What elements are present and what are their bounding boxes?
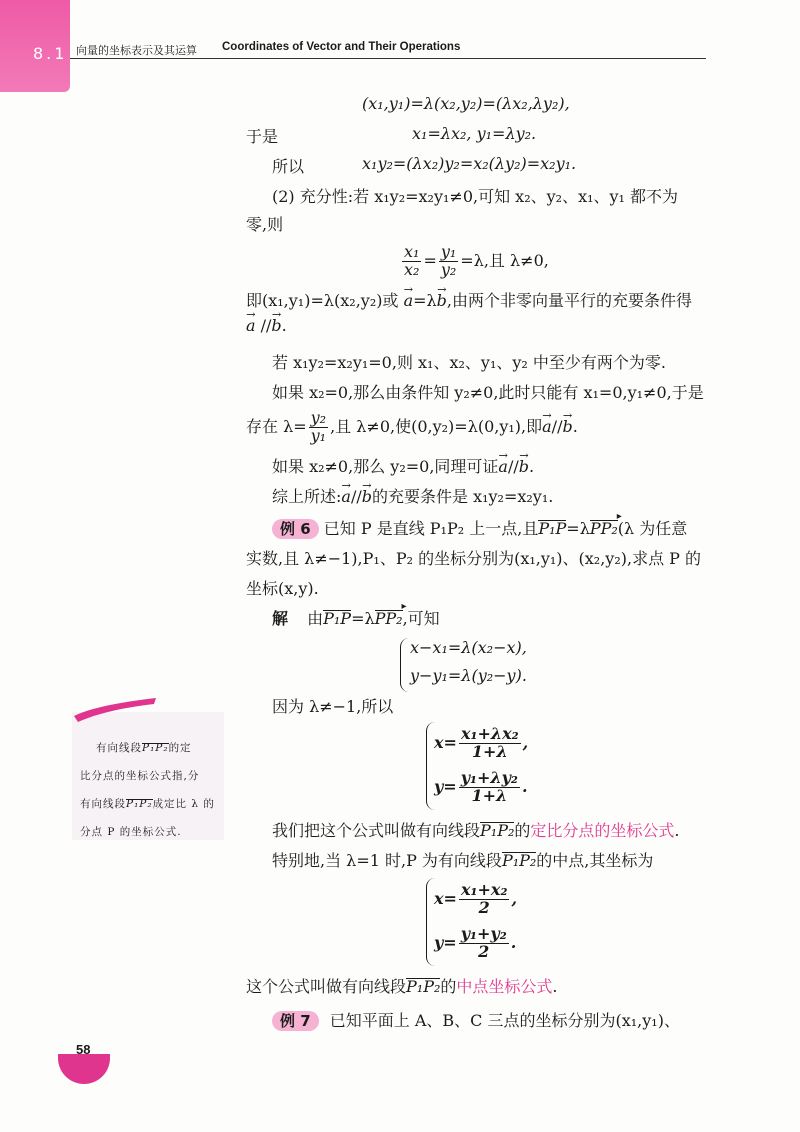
example-6-line-3: 坐标(x,y). — [246, 579, 319, 598]
x-eq: x= — [434, 888, 457, 908]
example-6-line-1 — [272, 516, 687, 539]
sidebar-l3a: 有向线段 — [80, 798, 126, 810]
vector-pp2: PP₂ ▸ — [590, 519, 618, 538]
example-7-line — [272, 1008, 680, 1031]
line-2-eq: x₁=λx₂, y₁=λy₂. — [412, 124, 537, 143]
page-number-tab — [58, 1054, 110, 1084]
line-2-lead: 于是 — [246, 127, 279, 146]
lambda-den: y₁ — [310, 425, 327, 445]
frac-y-num: y₁ — [440, 242, 457, 261]
vector-a: → a — [341, 487, 351, 506]
vector-b: → b — [519, 457, 529, 476]
solution-tail: ,可知 — [402, 609, 440, 628]
sidebar-line-3 — [80, 796, 215, 811]
sidebar-line-4: 分点 P 的坐标公式. — [80, 826, 182, 838]
y-eq: y= — [434, 932, 457, 952]
lambda-num: y₂ — [310, 408, 327, 427]
example-6-badge: 例 6 — [272, 519, 319, 539]
vector-p1p: P₁P — [323, 609, 352, 628]
vector-a: → a — [542, 417, 552, 436]
x-num: x₁+λx₂ — [460, 724, 519, 743]
line-7-tail: ,由两个非零向量平行的充要条件得 — [446, 291, 693, 310]
example-7-badge: 例 7 — [272, 1011, 319, 1031]
formula-line — [272, 818, 680, 841]
ratio-equation: $\frac{\text{x₁}}{\text{x₂}}$ = $\frac{\text{y₁}}{\text{y₂}}$ =λ,且 λ≠0, — [404, 242, 549, 279]
x-den: 1+λ — [471, 741, 508, 761]
line-13-tail: 的充要条件是 x₁y₂=x₂y₁. — [371, 487, 554, 506]
line-3-lead: 所以 — [272, 157, 305, 176]
parallel-sign: // — [350, 487, 362, 506]
period: . — [529, 457, 535, 476]
system-1-brace — [400, 638, 409, 692]
eq-lambda: =λ — [413, 291, 437, 310]
line-11 — [246, 410, 578, 445]
parallel-sign: // — [260, 316, 272, 335]
line-12 — [272, 454, 534, 477]
vector-b: → b — [437, 291, 447, 310]
example-6-line-2: 实数,且 λ≠−1),P₁、P₂ 的坐标分别为(x₁,y₁)、(x₂,y₂),求点 P 的 — [246, 549, 702, 568]
because-line: 因为 λ≠−1,所以 — [272, 697, 394, 716]
example-6-text-b: (λ 为任意 — [617, 519, 688, 538]
header-title-en: Coordinates of Vector and Their Operations — [222, 41, 461, 53]
sidebar-line-1 — [96, 740, 192, 755]
line-8 — [246, 316, 287, 335]
vector-a: → a — [498, 457, 508, 476]
x-mid-den: 2 — [478, 897, 490, 917]
line-7-text: 即(x₁,y₁)=λ(x₂,y₂)或 — [246, 291, 399, 310]
sidebar-l3b: 成定比 λ 的 — [152, 798, 215, 810]
y-mid-num: y₁+y₂ — [460, 924, 507, 943]
example-7-text: 已知平面上 A、B、C 三点的坐标分别为(x₁,y₁)、 — [329, 1011, 680, 1030]
special-line — [272, 848, 653, 871]
sidebar-l1a: 有向线段 — [96, 742, 142, 754]
formula-mid: 的 — [514, 821, 531, 840]
period: . — [510, 932, 517, 952]
period: . — [552, 977, 558, 996]
header-rule — [70, 58, 706, 59]
line-3-eq: x₁y₂=(λx₂)y₂=x₂(λy₂)=x₂y₁. — [362, 154, 577, 173]
solution-label: 解 — [272, 609, 289, 628]
vector-pp2: PP₂ ▸ — [375, 609, 403, 628]
line-13 — [272, 484, 553, 507]
vector-b: → b — [562, 417, 572, 436]
x-mid-num: x₁+x₂ — [460, 880, 508, 899]
comma: , — [511, 888, 518, 908]
term-section-formula: 定比分点的坐标公式 — [530, 821, 675, 840]
system-3-x — [434, 882, 517, 917]
mid-lead: 这个公式叫做有向线段 — [246, 977, 407, 996]
sidebar-line-2: 比分点的坐标公式指,分 — [80, 770, 200, 782]
period: . — [572, 416, 578, 436]
line-11-tail: ,且 λ≠0,使(0,y₂)=λ(0,y₁),即 — [330, 416, 543, 436]
segment-p1p2: P₁P₂ — [126, 798, 153, 810]
line-13-lead: 综上所述: — [272, 487, 342, 506]
y-mid-den: 2 — [478, 941, 490, 961]
period: . — [281, 316, 287, 335]
segment-p1p2: P₁P₂ — [501, 851, 537, 870]
sidebar-brush-mark — [70, 694, 160, 724]
vector-a: → a — [404, 291, 414, 310]
eq-lambda: =λ — [351, 609, 375, 628]
frac-y-den: y₂ — [440, 259, 457, 279]
system-1-eq-1: x−x₁=λ(x₂−x), — [410, 638, 527, 657]
formula-lead: 我们把这个公式叫做有向线段 — [272, 821, 481, 840]
section-number: 8.1 — [33, 44, 68, 63]
y-num: y₁+λy₂ — [460, 768, 518, 787]
vector-p1p: P₁P — [538, 519, 567, 538]
line-11-lead: 存在 λ= — [246, 416, 307, 436]
midpoint-line — [246, 974, 558, 997]
solution-lead: 由 — [307, 609, 324, 628]
line-5: 零,则 — [246, 215, 284, 234]
frac-x-den: x₂ — [404, 259, 420, 279]
line-4: (2) 充分性:若 x₁y₂=x₂y₁≠0,可知 x₂、y₂、x₁、y₁ 都不为 — [272, 187, 679, 206]
segment-p1p2: P₁P₂ — [480, 821, 515, 840]
segment-p1p2: P₁P₂ — [406, 977, 441, 996]
parallel-sign: // — [507, 457, 519, 476]
mid-mid: 的 — [440, 977, 457, 996]
term-midpoint-formula: 中点坐标公式 — [456, 977, 553, 996]
vector-b: → b — [362, 487, 372, 506]
ratio-rest: =λ,且 λ≠0, — [460, 250, 549, 270]
vector-b: → b — [271, 316, 281, 335]
line-9: 若 x₁y₂=x₂y₁=0,则 x₁、x₂、y₁、y₂ 中至少有两个为零. — [272, 353, 666, 372]
segment-p1p2: P₁P₂ — [142, 742, 169, 754]
system-2-x — [434, 726, 528, 761]
system-1-eq-2: y−y₁=λ(y₂−y). — [410, 666, 527, 685]
y-eq: y= — [434, 776, 457, 796]
page-number: 58 — [76, 1042, 91, 1057]
sidebar-l1b: 的定 — [168, 742, 192, 754]
system-2-y — [434, 770, 528, 805]
line-12-text: 如果 x₂≠0,那么 y₂=0,同理可证 — [272, 457, 499, 476]
special-tail: 的中点,其坐标为 — [536, 851, 654, 870]
x-eq: x= — [434, 732, 457, 752]
frac-x-num: x₁ — [404, 242, 420, 261]
vector-a: → a — [246, 316, 256, 335]
line-10: 如果 x₂=0,那么由条件知 y₂≠0,此时只能有 x₁=0,y₁≠0,于是 — [272, 383, 704, 402]
comma: , — [522, 732, 529, 752]
line-1: (x₁,y₁)=λ(x₂,y₂)=(λx₂,λy₂), — [362, 94, 570, 113]
special-lead: 特别地,当 λ=1 时,P 为有向线段 — [272, 851, 502, 870]
header-title-cn: 向量的坐标表示及其运算 — [76, 44, 197, 57]
solution-line — [272, 606, 440, 629]
period: . — [674, 821, 680, 840]
line-7 — [246, 288, 692, 311]
brush-stroke — [74, 698, 156, 722]
example-6-text-a: 已知 P 是直线 P₁P₂ 上一点,且 — [323, 519, 539, 538]
eq-lambda: =λ — [566, 519, 590, 538]
period: . — [521, 776, 528, 796]
y-den: 1+λ — [471, 785, 508, 805]
system-3-y — [434, 926, 516, 961]
parallel-sign: // — [551, 416, 563, 436]
